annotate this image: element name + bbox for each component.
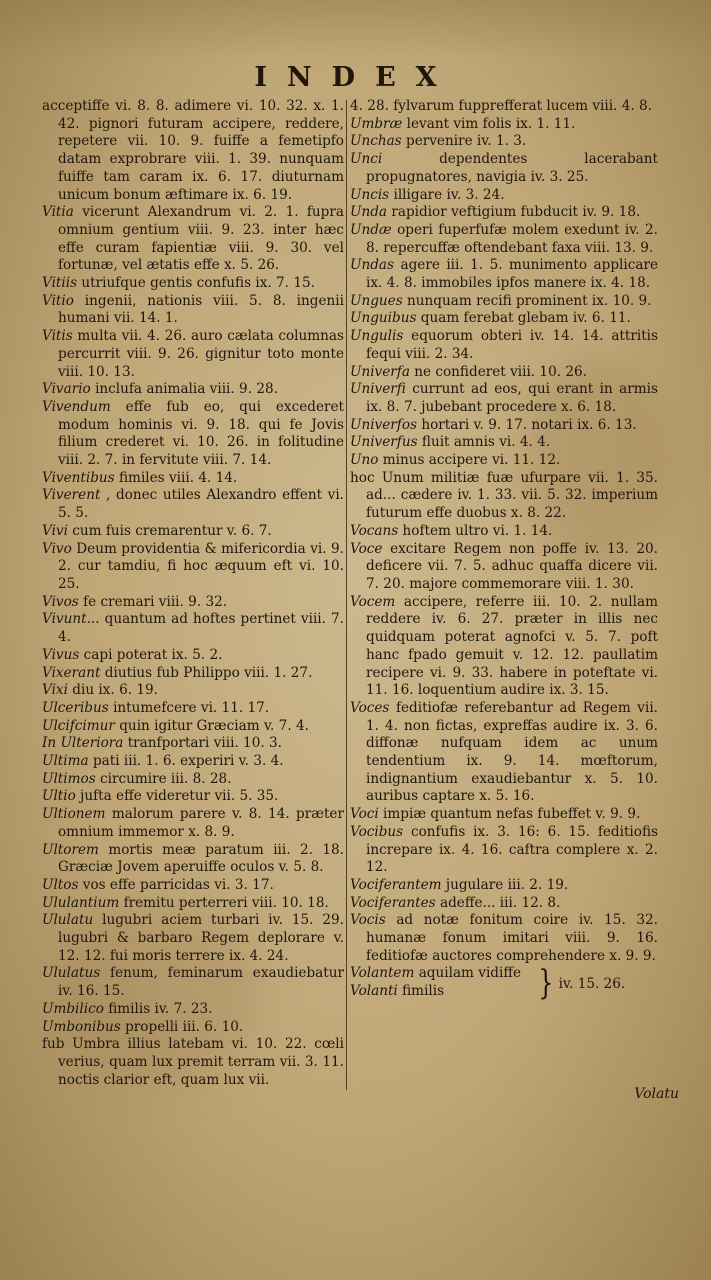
entry-headword: Vivos	[42, 593, 79, 610]
right-column-entries	[350, 98, 658, 965]
entry-text: pervenire iv. 1. 3.	[406, 133, 527, 150]
index-entry	[42, 877, 344, 895]
index-entry	[350, 523, 658, 541]
entry-headword: Ultionem	[42, 806, 106, 823]
entry-text: fenum, feminarum exaudiebatur iv. 16. 15.	[58, 965, 344, 1000]
entry-headword: Univerfos	[350, 416, 417, 433]
entry-headword: Unci	[350, 151, 383, 168]
index-entry	[350, 806, 658, 824]
entry-text: fremitu perterreri viii. 10. 18.	[123, 894, 329, 911]
index-entry	[350, 222, 658, 257]
entry-headword: Vocibus	[350, 823, 404, 840]
entry-headword: Vixi	[42, 682, 68, 699]
entry-text: hortari v. 9. 17. notari ix. 6. 13.	[421, 416, 637, 433]
index-entry	[42, 293, 344, 328]
index-entry	[42, 594, 344, 612]
index-entry	[350, 417, 658, 435]
right-column	[350, 98, 659, 1004]
index-entry	[350, 700, 658, 806]
entry-headword: Vitis	[42, 328, 73, 345]
entry-headword: Vocans	[350, 522, 399, 539]
entry-headword: Ungues	[350, 292, 403, 309]
entry-headword: Ululantium	[42, 894, 120, 911]
entry-text: diutius fub Philippo viii. 1. 27.	[104, 664, 313, 681]
index-entry	[350, 452, 658, 470]
entry-headword: Unda	[350, 204, 388, 221]
index-entry	[42, 842, 344, 877]
entry-text: multa vii. 4. 26. auro cælata columnas percurrit viii. 9. 26. gignitur toto monte viii. 10. 13.	[58, 328, 344, 380]
entry-text: Deum providentia & mifericordia vi. 9. 2. cur tamdiu, fi hoc æquum eft vi. 10. 25.	[58, 540, 344, 592]
entry-text: nunquam recifi prominent ix. 10. 9.	[407, 292, 652, 309]
entry-text: currunt ad eos, qui erant in armis ix. 8. 7. jubebant procedere x. 6. 18.	[366, 381, 659, 415]
index-entry	[42, 1001, 344, 1019]
index-entry	[42, 399, 344, 470]
index-entry	[350, 434, 658, 452]
index-entry	[350, 594, 658, 700]
entry-headword: Umbræ	[350, 115, 403, 132]
entry-text: effe fub eo, qui excederet modum hominis vi. 9. 18. qui fe Jovis filium crederet vi. 10. 26. in folitudine viii. 2. 7. in fervitute viii. 7. 14.	[58, 398, 344, 469]
entry-text: jugulare iii. 2. 19.	[445, 876, 569, 893]
column-divider	[346, 100, 347, 1090]
entry-headword: Voci	[350, 806, 379, 823]
entry-text: quam ferebat glebam iv. 6. 11.	[420, 310, 631, 327]
entry-text: pati iii. 1. 6. experiri v. 3. 4.	[92, 753, 284, 770]
entry-text: operi fuperfufæ molem exedunt iv. 2. 8. repercuffæ oftendebant faxa viii. 13. 9.	[366, 221, 658, 256]
entry-headword: Vivendum	[42, 398, 111, 415]
index-entry	[350, 364, 658, 382]
entry-headword: Voces	[350, 699, 390, 716]
entry-headword: Vitio	[42, 292, 74, 309]
entry-headword: Vitiis	[42, 275, 78, 292]
entry-headword: Undas	[350, 257, 394, 274]
index-entry	[42, 204, 344, 275]
entry-text: fimiles viii. 4. 14.	[118, 469, 238, 486]
entry-headword: Univerfus	[350, 434, 418, 451]
entry-headword: Ulceribus	[42, 699, 109, 716]
index-entry	[350, 293, 658, 311]
entry-headword: Unchas	[350, 133, 402, 150]
index-entry	[350, 983, 535, 1001]
entry-text: quin igitur Græciam v. 7. 4.	[119, 717, 309, 734]
page-edge-shadow	[0, 0, 711, 60]
entry-headword: Uno	[350, 452, 379, 469]
entry-text: dependentes lacerabant propugnatores, navigia iv. 3. 25.	[366, 151, 658, 185]
index-entry	[42, 611, 344, 646]
entry-headword: Vocis	[350, 912, 386, 929]
index-entry	[42, 98, 344, 204]
index-entry	[350, 257, 658, 292]
index-entry	[42, 912, 344, 965]
index-entry	[42, 665, 344, 683]
entry-text: ad notæ fonitum coire iv. 15. 32. humanæ fonum imitari viii. 9. 16. feditiofæ auctores comprehendere x. 9. 9.	[366, 912, 658, 964]
index-entry	[42, 682, 344, 700]
entry-headword: Ululatu	[42, 912, 94, 929]
index-entry	[350, 965, 535, 983]
entry-text: inclufa animalia viii. 9. 28.	[95, 381, 278, 398]
entry-headword: Volantem	[350, 965, 415, 982]
index-entry	[42, 771, 344, 789]
entry-text: jufta effe videretur vii. 5. 35.	[80, 788, 279, 805]
brace-reference: iv. 15. 26.	[558, 976, 626, 993]
entry-headword: Ultio	[42, 788, 76, 805]
entry-text: rapidior veftigium fubducit iv. 9. 18.	[391, 204, 641, 221]
entry-text: impiæ quantum nefas fubeffet v. 9. 9.	[383, 806, 641, 823]
entry-text: vicerunt Alexandrum vi. 2. 1. fupra omnium gentium viii. 9. 23. inter hæc effe curam fapientiæ viii. 9. 30. vel fortunæ, vel ætatis effe x. 5. 26.	[58, 204, 344, 274]
entry-headword: Ululatus	[42, 965, 101, 982]
entry-text: feditiofæ referebantur ad Regem vii. 1. 4. non fictas, expreffas audire ix. 3. 6. diffonæ nufquam idem ac unum tendentium ix. 9. 14. mœftorum, indignantium exaudiebantur x. 5. 10. auribus captare x. 5. 16.	[366, 699, 658, 805]
entry-headword: Vivus	[42, 646, 80, 663]
entry-text: diu ix. 6. 19.	[72, 682, 158, 699]
index-entry	[42, 718, 344, 736]
entry-headword: In Ulteriora	[42, 735, 124, 752]
entry-headword: Ultima	[42, 753, 89, 770]
page-title: INDEX	[254, 62, 457, 93]
index-entry	[42, 700, 344, 718]
entry-headword: Vivo	[42, 540, 72, 557]
entry-headword: Umbonibus	[42, 1018, 121, 1035]
index-entry	[42, 1019, 344, 1037]
index-entry	[350, 133, 658, 151]
index-entry	[42, 965, 344, 1000]
entry-headword: Unguibus	[350, 310, 417, 327]
index-entry	[42, 1036, 344, 1089]
entry-text: circumire iii. 8. 28.	[100, 770, 232, 787]
entry-headword: Ultimos	[42, 770, 96, 787]
entry-text: confufis ix. 3. 16: 6. 15. feditiofis increpare ix. 4. 16. caftra complere x. 2. 12.	[366, 823, 658, 876]
index-entry	[350, 824, 658, 877]
entry-text: adeffe... iii. 12. 8.	[439, 894, 561, 911]
entry-text: vos effe parricidas vi. 3. 17.	[82, 876, 274, 893]
index-entry	[350, 187, 658, 205]
entry-headword: Vocem	[350, 593, 396, 610]
entry-text: accipere, referre iii. 10. 2. nullam reddere iv. 6. 27. præter in illis nec quidquam poterat agnofci v. 5. 7. poft hanc fpado gemuit v. 12. 12. paullatim recipere vi. 9. 33. habere in poteftate vi. 11. 16. loquentium audire ix. 3. 15.	[366, 593, 658, 699]
entry-headword: Vociferantes	[350, 894, 436, 911]
index-entry	[42, 470, 344, 488]
entry-headword: Umbilico	[42, 1000, 104, 1017]
entry-text: fimilis iv. 7. 23.	[108, 1000, 213, 1017]
entry-text: hoftem ultro vi. 1. 14.	[402, 522, 553, 539]
entry-text: equorum obteri iv. 14. 14. attritis fequi viii. 2. 34.	[366, 328, 658, 362]
index-entry	[42, 806, 344, 841]
index-entry	[42, 523, 344, 541]
entry-text: hoc Unum militiæ fuæ ufurpare vii. 1. 35. ad... cædere iv. 1. 33. vii. 5. 32. imperium futurum effe duobus x. 8. 22.	[350, 469, 658, 522]
entry-headword: Ultorem	[42, 841, 99, 858]
index-entry	[42, 541, 344, 594]
entry-headword: Viverent	[42, 487, 101, 504]
index-entry	[350, 151, 658, 186]
entry-text: , donec utiles Alexandro effent vi. 5. 5.	[58, 487, 345, 522]
entry-text: acceptiffe vi. 8. 8. adimere vi. 10. 32. x. 1. 42. pignori futuram accipere, reddere, repetere vii. 10. 9. fuiffe a femetipfo datam exprobrare viii. 1. 39. nunquam fuiffe tam caram ix. 6. 17. diuturnam unicum bonum æftimare ix. 6. 19.	[42, 98, 344, 203]
entry-headword: Vivi	[42, 522, 68, 539]
entry-text: fimilis	[402, 983, 445, 1000]
entry-headword: Ultos	[42, 876, 79, 893]
entry-headword: Volanti	[350, 983, 398, 1000]
curly-brace-icon: }	[538, 963, 554, 1004]
entry-text: tranfportari viii. 10. 3.	[127, 735, 282, 752]
entry-text: lugubri aciem turbari iv. 15. 29. lugubri & barbaro Regem deplorare v. 12. 12. fui moris terrere ix. 4. 24.	[58, 912, 344, 964]
entry-text: 4. 28. fylvarum fupprefferat lucem viii. 4. 8.	[350, 98, 652, 114]
entry-text: malorum parere v. 8. 14. præter omnium immemor x. 8. 9.	[58, 806, 344, 840]
entry-text: fluit amnis vi. 4. 4.	[421, 434, 551, 451]
entry-headword: Vitia	[42, 204, 74, 221]
entry-text: mortis meæ paratum iii. 2. 18. Græciæ Jovem aperuiffe oculos v. 5. 8.	[58, 841, 344, 876]
entry-text: utriufque gentis confufis ix. 7. 15.	[81, 275, 315, 292]
entry-headword: Viventibus	[42, 469, 115, 486]
brace-items	[350, 965, 535, 1000]
index-entry	[42, 647, 344, 665]
entry-text: ingenii, nationis viii. 5. 8. ingenii humani vii. 14. 1.	[58, 292, 344, 327]
entry-headword: Univerfi	[350, 381, 406, 398]
entry-headword: Vociferantem	[350, 876, 442, 893]
entry-text: cum fuis cremarentur v. 6. 7.	[72, 522, 272, 539]
index-entry	[42, 487, 344, 522]
index-entry	[42, 735, 344, 753]
entry-text: excitare Regem non poffe iv. 13. 20. deficere vii. 7. 5. adhuc quaffa dicere vii. 7. 20. majore commemorare viii. 1. 30.	[366, 540, 658, 592]
index-entry	[350, 381, 658, 416]
left-column	[42, 98, 344, 1089]
index-entry	[350, 895, 658, 913]
index-entry	[350, 470, 658, 523]
index-entry	[350, 116, 658, 134]
entry-headword: Ungulis	[350, 328, 404, 345]
index-entry	[42, 788, 344, 806]
index-entry	[42, 328, 344, 381]
brace-group	[350, 963, 658, 1004]
entry-text: propelli iii. 6. 10.	[125, 1018, 244, 1035]
entry-text: capi poterat ix. 5. 2.	[83, 646, 223, 663]
entry-text: minus accipere vi. 11. 12.	[382, 452, 561, 469]
index-entry	[350, 98, 658, 116]
entry-headword: Uncis	[350, 186, 390, 203]
index-entry	[350, 877, 658, 895]
entry-text: levant vim folis ix. 1. 11.	[406, 115, 576, 132]
entry-text: quantum ad hoftes pertinet viii. 7. 4.	[58, 611, 344, 646]
entry-headword: Undæ	[350, 221, 392, 238]
index-entry	[350, 541, 658, 594]
catchword: Volatu	[634, 1086, 679, 1102]
index-entry	[350, 204, 658, 222]
entry-text: fub Umbra illius latebam vi. 10. 22. cœli verius, quam lux premit terram vii. 3. 11. noctis clarior eft, quam lux vii.	[42, 1036, 344, 1088]
entry-headword: Vivunt...	[42, 611, 100, 628]
index-entry	[350, 310, 658, 328]
index-entry	[42, 381, 344, 399]
index-entry	[42, 895, 344, 913]
index-entry	[350, 912, 658, 965]
entry-headword: Ulcifcimur	[42, 717, 115, 734]
entry-text: illigare iv. 3. 24.	[393, 186, 505, 203]
entry-text: agere iii. 1. 5. munimento applicare ix. 4. 8. immobiles ipfos manere ix. 4. 18.	[366, 257, 658, 292]
index-entry	[42, 275, 344, 293]
entry-headword: Voce	[350, 540, 383, 557]
entry-text: intumefcere vi. 11. 17.	[113, 699, 270, 716]
index-entry	[350, 328, 658, 363]
index-entry	[42, 753, 344, 771]
entry-headword: Vivario	[42, 381, 91, 398]
entry-text: aquilam vidiffe	[418, 965, 522, 982]
entry-headword: Univerfa	[350, 363, 410, 380]
entry-text: fe cremari viii. 9. 32.	[83, 593, 228, 610]
entry-text: ne confideret viii. 10. 26.	[414, 363, 587, 380]
entry-headword: Vixerant	[42, 664, 101, 681]
